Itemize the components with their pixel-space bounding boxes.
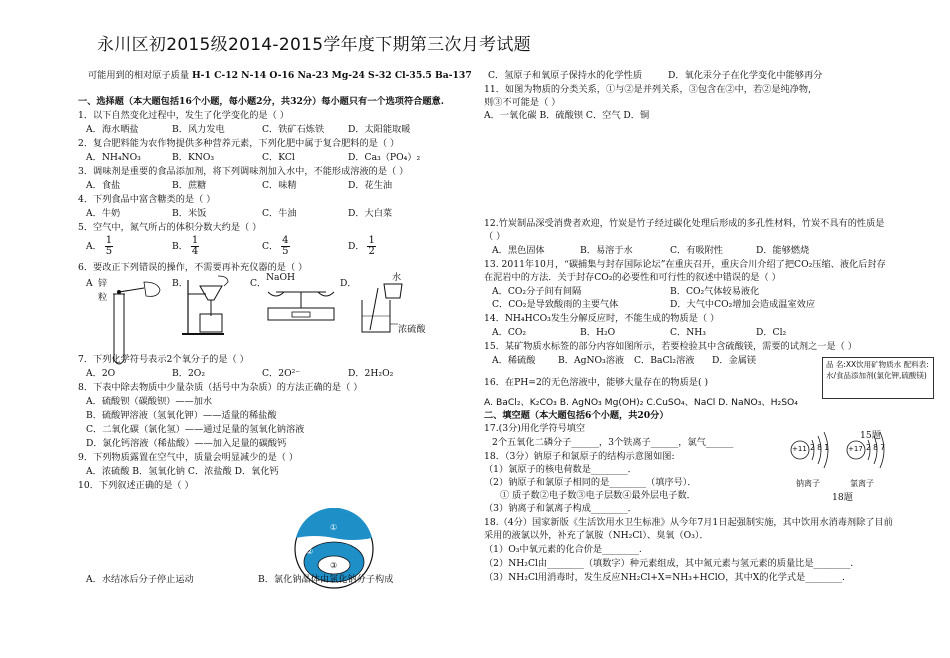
q15-mineral-water-label: 品 名:XX饮用矿物质水 配料表:水/食品添加剂(氯化钾,硫酸镁) <box>822 357 934 399</box>
q8-option-a: A．硫酸钡（碳酸钡）——加水 <box>86 396 213 407</box>
q3-option-c: C．味精 <box>262 180 297 191</box>
question-18-part-1: （1）氯原子的核电荷数是________． <box>484 464 637 475</box>
question-12-cont: （ ） <box>484 231 506 242</box>
cl-ion-label: 氯离子 <box>850 479 874 488</box>
q6-option-a: A <box>86 278 93 289</box>
question-12: 12.竹炭制品深受消费者欢迎，竹炭是竹子经过碳化处理后形成的多孔性材料，竹炭不具有的性质是 <box>484 218 885 229</box>
q1-option-c: C．铁矿石炼铁 <box>262 124 325 135</box>
q12-option-a: A．黑色固体 <box>492 245 545 256</box>
q2-option-a: A．NH₄NO₃ <box>86 152 141 163</box>
question-18: 18．（3分）钠原子和氯原子的结构示意图如图: <box>484 451 675 462</box>
atomic-mass-line <box>88 70 472 82</box>
q1-option-a: A．海水晒盐 <box>86 124 139 135</box>
q11-options: A．一氧化碳 B．硫酸钡 C．空气 D．铜 <box>484 110 650 121</box>
atomic-mass-values: H-1 C-12 N-14 O-16 Na-23 Mg-24 S-32 Cl-35.5 Ba-137 <box>191 70 472 81</box>
q13-option-b: B．CO₂气体较易液化 <box>670 286 760 297</box>
q7-option-c: C．2O²⁻ <box>262 368 301 379</box>
q1-option-d: D．太阳能取暖 <box>348 124 411 135</box>
question-11-cont: 则③不可能是（ ） <box>484 97 561 108</box>
question-1: 1．以下自然变化过程中，发生了化学变化的是（ ） <box>78 110 289 121</box>
na-shells: 2 8 1 <box>810 443 830 452</box>
cl-shells: 2 8 7 <box>866 443 886 452</box>
q14-option-b: B．H₂O <box>580 327 616 338</box>
question-19-part-2: （2）NH₂Cl由________（填数字）种元素组成，其中氮元素与氢元素的质量比是________. <box>484 558 854 569</box>
q15-option-c: C．BaCl₂溶液 <box>634 355 695 366</box>
q6-option-c: C． <box>250 278 267 289</box>
q5-option-b <box>172 236 199 257</box>
q6-option-b: B． <box>172 278 188 289</box>
section-two-heading: 二、填空题（本大题包括6个小题，共20分） <box>484 410 669 421</box>
q15-option-d: D．金属镁 <box>712 355 757 366</box>
q5-option-c-fraction: $\frac{4}{5}$ <box>282 235 289 257</box>
q4-option-b: B．米饭 <box>172 208 207 219</box>
question-6: 6．要改正下列错误的操作，不需要再补充仪器的是（ ） <box>78 262 308 273</box>
q10-option-d: D．氧化汞分子在化学变化中能够再分 <box>668 70 823 81</box>
q8-option-c: C．二氧化碳（氯化氢）——通过足量的氢氧化钠溶液 <box>86 424 305 435</box>
q16-options: A. BaCl₂、K₂CO₃ B. AgNO₃ Mg(OH)₂ C.CuSO₄、NaCl D. NaNO₃、H₂SO₄ <box>484 397 798 408</box>
question-15: 15．某矿物质水标签的部分内容如图所示，若要检验其中含硫酸镁，需要的试剂之一是（ ） <box>484 341 857 352</box>
q8-option-b: B．硫酸钾溶液（氢氧化钾）——适量的稀盐酸 <box>86 410 277 421</box>
question-9: 9．下列物质露置在空气中，质量会明显减少的是（ ） <box>78 452 299 463</box>
q13-option-c: C．CO₂是导致酸雨的主要气体 <box>492 299 619 310</box>
q5-option-a-fraction: $\frac{1}{5}$ <box>105 235 113 257</box>
q6-d-dilution-figure <box>356 280 412 338</box>
q10-option-c: C．氢原子和氧原子保持水的化学性质 <box>488 70 643 81</box>
q4-option-a: A．牛奶 <box>86 208 121 219</box>
q6-a-label2: 粒 <box>98 292 108 303</box>
q2-option-b: B．KNO₃ <box>172 152 215 163</box>
venn-label-1: ① <box>330 523 338 532</box>
question-19-part-3: （3）NH₂Cl用消毒时，发生反应NH₂Cl+X=NH₃+HClO，其中X的化学式是________. <box>484 572 845 583</box>
q5-option-d-fraction: $\frac{1}{2}$ <box>368 235 375 257</box>
section-one-heading: 一、选择题（本大题包括16个小题，每小题2分，共32分）每小题只有一个选项符合题意. <box>78 96 444 107</box>
q7-option-d: D．2H₂O₂ <box>348 368 394 379</box>
q15-figure-caption: 15题 <box>860 430 881 441</box>
q5-option-c <box>262 236 290 257</box>
q6-option-d: D． <box>340 278 357 289</box>
q5-option-b-letter: B． <box>172 241 188 252</box>
q6-b-filtration-figure <box>178 272 240 338</box>
question-19: 18.（4分）国家新版《生活饮用水卫生标准》从今年7月1日起强制实施，其中饮用水消毒剂除了目前 <box>484 517 893 528</box>
q6-c-balance-figure <box>262 282 340 324</box>
question-10: 10．下列叙述正确的是（ ） <box>78 480 194 491</box>
q10-option-b: B．氯化钠晶体由氯化钠分子构成 <box>258 574 394 585</box>
q14-option-d: D．Cl₂ <box>756 327 787 338</box>
q5-option-b-fraction: $\frac{1}{4}$ <box>191 235 199 257</box>
q18-figure-caption: 18题 <box>832 492 853 503</box>
q10-option-a: A．水结冰后分子停止运动 <box>86 574 194 585</box>
q5-option-d-letter: D． <box>348 241 365 252</box>
page-title: 永川区初2015级2014-2015学年度下期第三次月考试题 <box>97 35 531 55</box>
q3-option-b: B．蔗糖 <box>172 180 207 191</box>
question-8: 8．下表中除去物质中少量杂质（括号中为杂质）的方法正确的是（ ） <box>78 382 363 393</box>
q14-option-c: C．NH₃ <box>670 327 706 338</box>
q2-option-c: C．KCl <box>262 152 295 163</box>
q12-option-c: C．有吸附性 <box>670 245 723 256</box>
question-2: 2．复合肥料能为农作物提供多种营养元素，下列化肥中属于复合肥料的是（ ） <box>78 138 400 149</box>
question-5: 5．空气中，氮气所占的体积分数大约是（ ） <box>78 222 262 233</box>
q6-a-label: 锌 <box>98 278 108 289</box>
question-13: 13. 2011年10月，“碳捕集与封存国际论坛”在重庆召开，重庆合川介绍了把CO₂压缩、液化后封存 <box>484 259 886 270</box>
q5-option-a-letter: A． <box>86 241 102 252</box>
q12-option-d: D．能够燃烧 <box>756 245 810 256</box>
question-19-cont: 采用的液氯以外，补充了氯胺（NH₂Cl）、臭氧（O₃）． <box>484 530 709 541</box>
q8-option-d: D．氯化钙溶液（稀盐酸）——加入足量的碳酸钙 <box>86 438 287 449</box>
question-7: 7．下列化学符号表示2个氧分子的是（ ） <box>78 354 249 365</box>
q4-option-c: C．牛油 <box>262 208 297 219</box>
q15-option-b: B．AgNO₃溶液 <box>558 355 625 366</box>
question-18-part-2: （2）钠原子和氯原子相同的是________（填序号）． <box>484 477 697 488</box>
q13-option-d: D．大气中CO₂增加会造成温室效应 <box>670 299 816 310</box>
question-16: 16．在PH=2的无色溶液中，能够大量存在的物质是( ) <box>484 377 709 388</box>
q6-d-label: 水 <box>392 272 402 283</box>
question-4: 4．下列食品中富含糖类的是（ ） <box>78 194 216 205</box>
q3-option-d: D．花生油 <box>348 180 393 191</box>
question-14: 14．NH₄HCO₃发生分解反应时，不能生成的物质是（ ） <box>484 313 720 324</box>
question-19-part-1: （1）O₃中氧元素的化合价是________. <box>484 544 642 555</box>
question-18-part-3: （3）钠离子和氯离子构成________． <box>484 503 637 514</box>
q5-option-a <box>86 236 113 257</box>
q12-option-b: B．易溶于水 <box>580 245 633 256</box>
q13-option-a: A．CO₂分子间有间隔 <box>492 286 582 297</box>
question-3: 3．调味剂是重要的食品添加剂，将下列调味剂加入水中，不能形成溶液的是（ ） <box>78 166 409 177</box>
venn-label-3: ③ <box>330 561 338 570</box>
q5-option-d <box>348 236 376 257</box>
question-17-blanks: 2个五氧化二磷分子______，3个铁离子______，氯气______ <box>492 437 734 448</box>
q9-options: A．浓硫酸 B．氢氧化钠 C．浓盐酸 D．氧化钙 <box>86 466 279 477</box>
q15-option-a: A．稀硫酸 <box>492 355 536 366</box>
question-13-cont: 在泥岩中的方法．关于封存CO₂的必要性和可行性的叙述中错误的是（ ） <box>484 272 781 283</box>
cl-nucleus: +17 <box>848 445 863 453</box>
q2-option-d: D．Ca₃（PO₄）₂ <box>348 152 421 163</box>
na-ion-label: 钠离子 <box>796 479 820 488</box>
question-17: 17.(3分)用化学符号填空 <box>484 423 586 434</box>
q7-option-b: B．2O₂ <box>172 368 205 379</box>
question-11: 11．如图为物质的分类关系，①与②是并列关系，③包含在②中，若②是纯净物, <box>484 84 811 95</box>
venn-label-2: ② <box>306 547 314 556</box>
q1-option-b: B．风力发电 <box>172 124 225 135</box>
q6-d-label2: 浓硫酸 <box>398 324 426 335</box>
q7-option-a: A．2O <box>86 368 116 379</box>
atomic-mass-label: 可能用到的相对原子质量 <box>88 70 190 81</box>
q14-option-a: A．CO₂ <box>492 327 527 338</box>
q3-option-a: A．食盐 <box>86 180 121 191</box>
q4-option-d: D．大白菜 <box>348 208 393 219</box>
na-nucleus: +11 <box>792 445 807 453</box>
question-18-part-2-options: ① 质子数②电子数③电子层数④最外层电子数． <box>500 490 696 501</box>
q6-c-label: NaOH <box>266 272 296 283</box>
q5-option-c-letter: C． <box>262 241 279 252</box>
